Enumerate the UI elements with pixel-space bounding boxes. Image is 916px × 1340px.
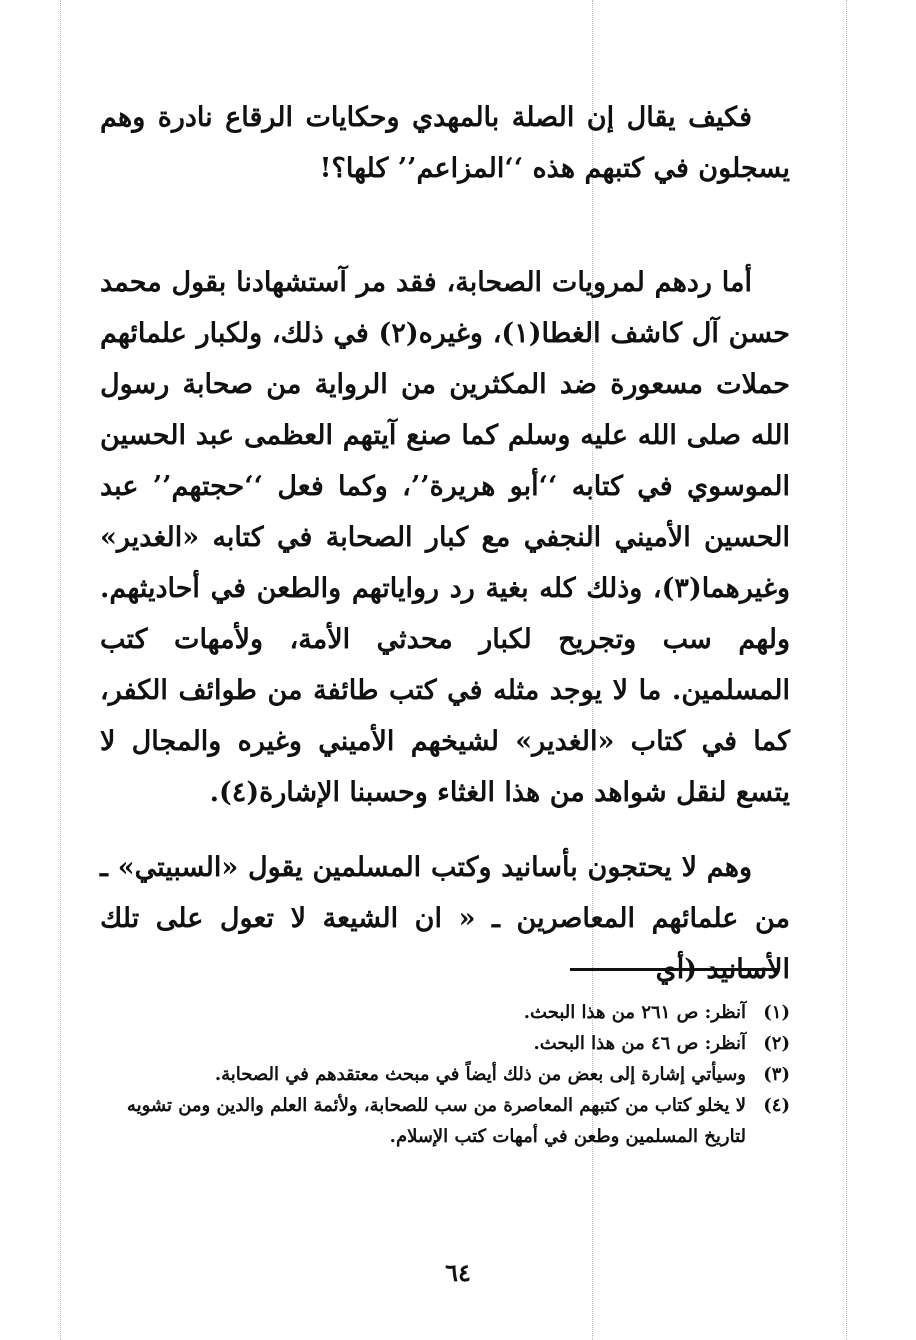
footnote-item xyxy=(100,997,790,1028)
paragraph-1 xyxy=(100,92,790,194)
page-number: ٦٤ xyxy=(445,1258,471,1287)
paragraph-text: فكيف يقال إن الصلة بالمهدي وحكايات الرقاع نادرة وهم يسجلون في كتبهم هذه ‘‘المزاعم’’ كلها؟! xyxy=(100,102,790,184)
footnote-item xyxy=(100,1028,790,1059)
footnote-item xyxy=(100,1059,790,1090)
paragraph-text: وهم لا يحتجون بأسانيد وكتب المسلمين يقول «السبيتي» ـ من علمائهم المعاصرين ـ « ان الشيعة لا تعول على تلك الأسانيد (أي xyxy=(100,852,790,985)
scan-artifact-line xyxy=(60,0,61,1340)
scan-artifact-line xyxy=(846,0,847,1340)
footnote-item xyxy=(100,1090,790,1152)
footnote-text: آنظر: ص ٤٦ من هذا البحث. xyxy=(533,1033,746,1054)
footnote-separator xyxy=(570,968,778,971)
footnote-text: آنظر: ص ٢٦١ من هذا البحث. xyxy=(523,1002,746,1023)
footnote-number: (٤) xyxy=(763,1095,790,1116)
footnotes xyxy=(100,997,790,1152)
footnote-number: (٣) xyxy=(763,1064,790,1085)
footnote-text: لا يخلو كتاب من كتبهم المعاصرة من سب للصحابة، ولأئمة العلم والدين ومن تشويه لتاريخ المسلمين وطعن في أمهات كتب الإسلام. xyxy=(126,1095,746,1147)
footnote-text: وسيأتي إشارة إلى بعض من ذلك أيضاً في مبحث معتقدهم في الصحابة. xyxy=(214,1064,746,1085)
paragraph-text: أما ردهم لمرويات الصحابة، فقد مر آستشهادنا بقول محمد حسن آل كاشف الغطا(١)، وغيره(٢) في ذلك، ولكبار علمائهم حملات مسعورة ضد المكثرين من الرواية من صحابة رسول الله صلى الله عليه وسلم كما صنع آيتهم العظمى عبد الحسين الموسوي في كتابه ‘‘أبو هريرة’’، وكما فعل ‘‘حجتهم’’ عبد الحسين الأميني النجفي مع كبار الصحابة في كتابه «الغدير» وغيرهما(٣)، وذلك كله بغية رد رواياتهم والطعن في أحاديثهم. ولهم سب وتجريح لكبار محدثي الأمة، ولأمهات كتب المسلمين. ما لا يوجد مثله في كتب طائفة من طوائف الكفر، كما في كتاب «الغدير» لشيخهم الأميني وغيره والمجال لا يتسع لنقل شواهد من هذا الغثاء وحسبنا الإشارة(٤). xyxy=(100,267,790,808)
paragraph-2 xyxy=(100,257,790,818)
paragraph-3 xyxy=(100,842,790,995)
footnote-number: (١) xyxy=(763,1002,790,1023)
footnote-number: (٢) xyxy=(763,1033,790,1054)
